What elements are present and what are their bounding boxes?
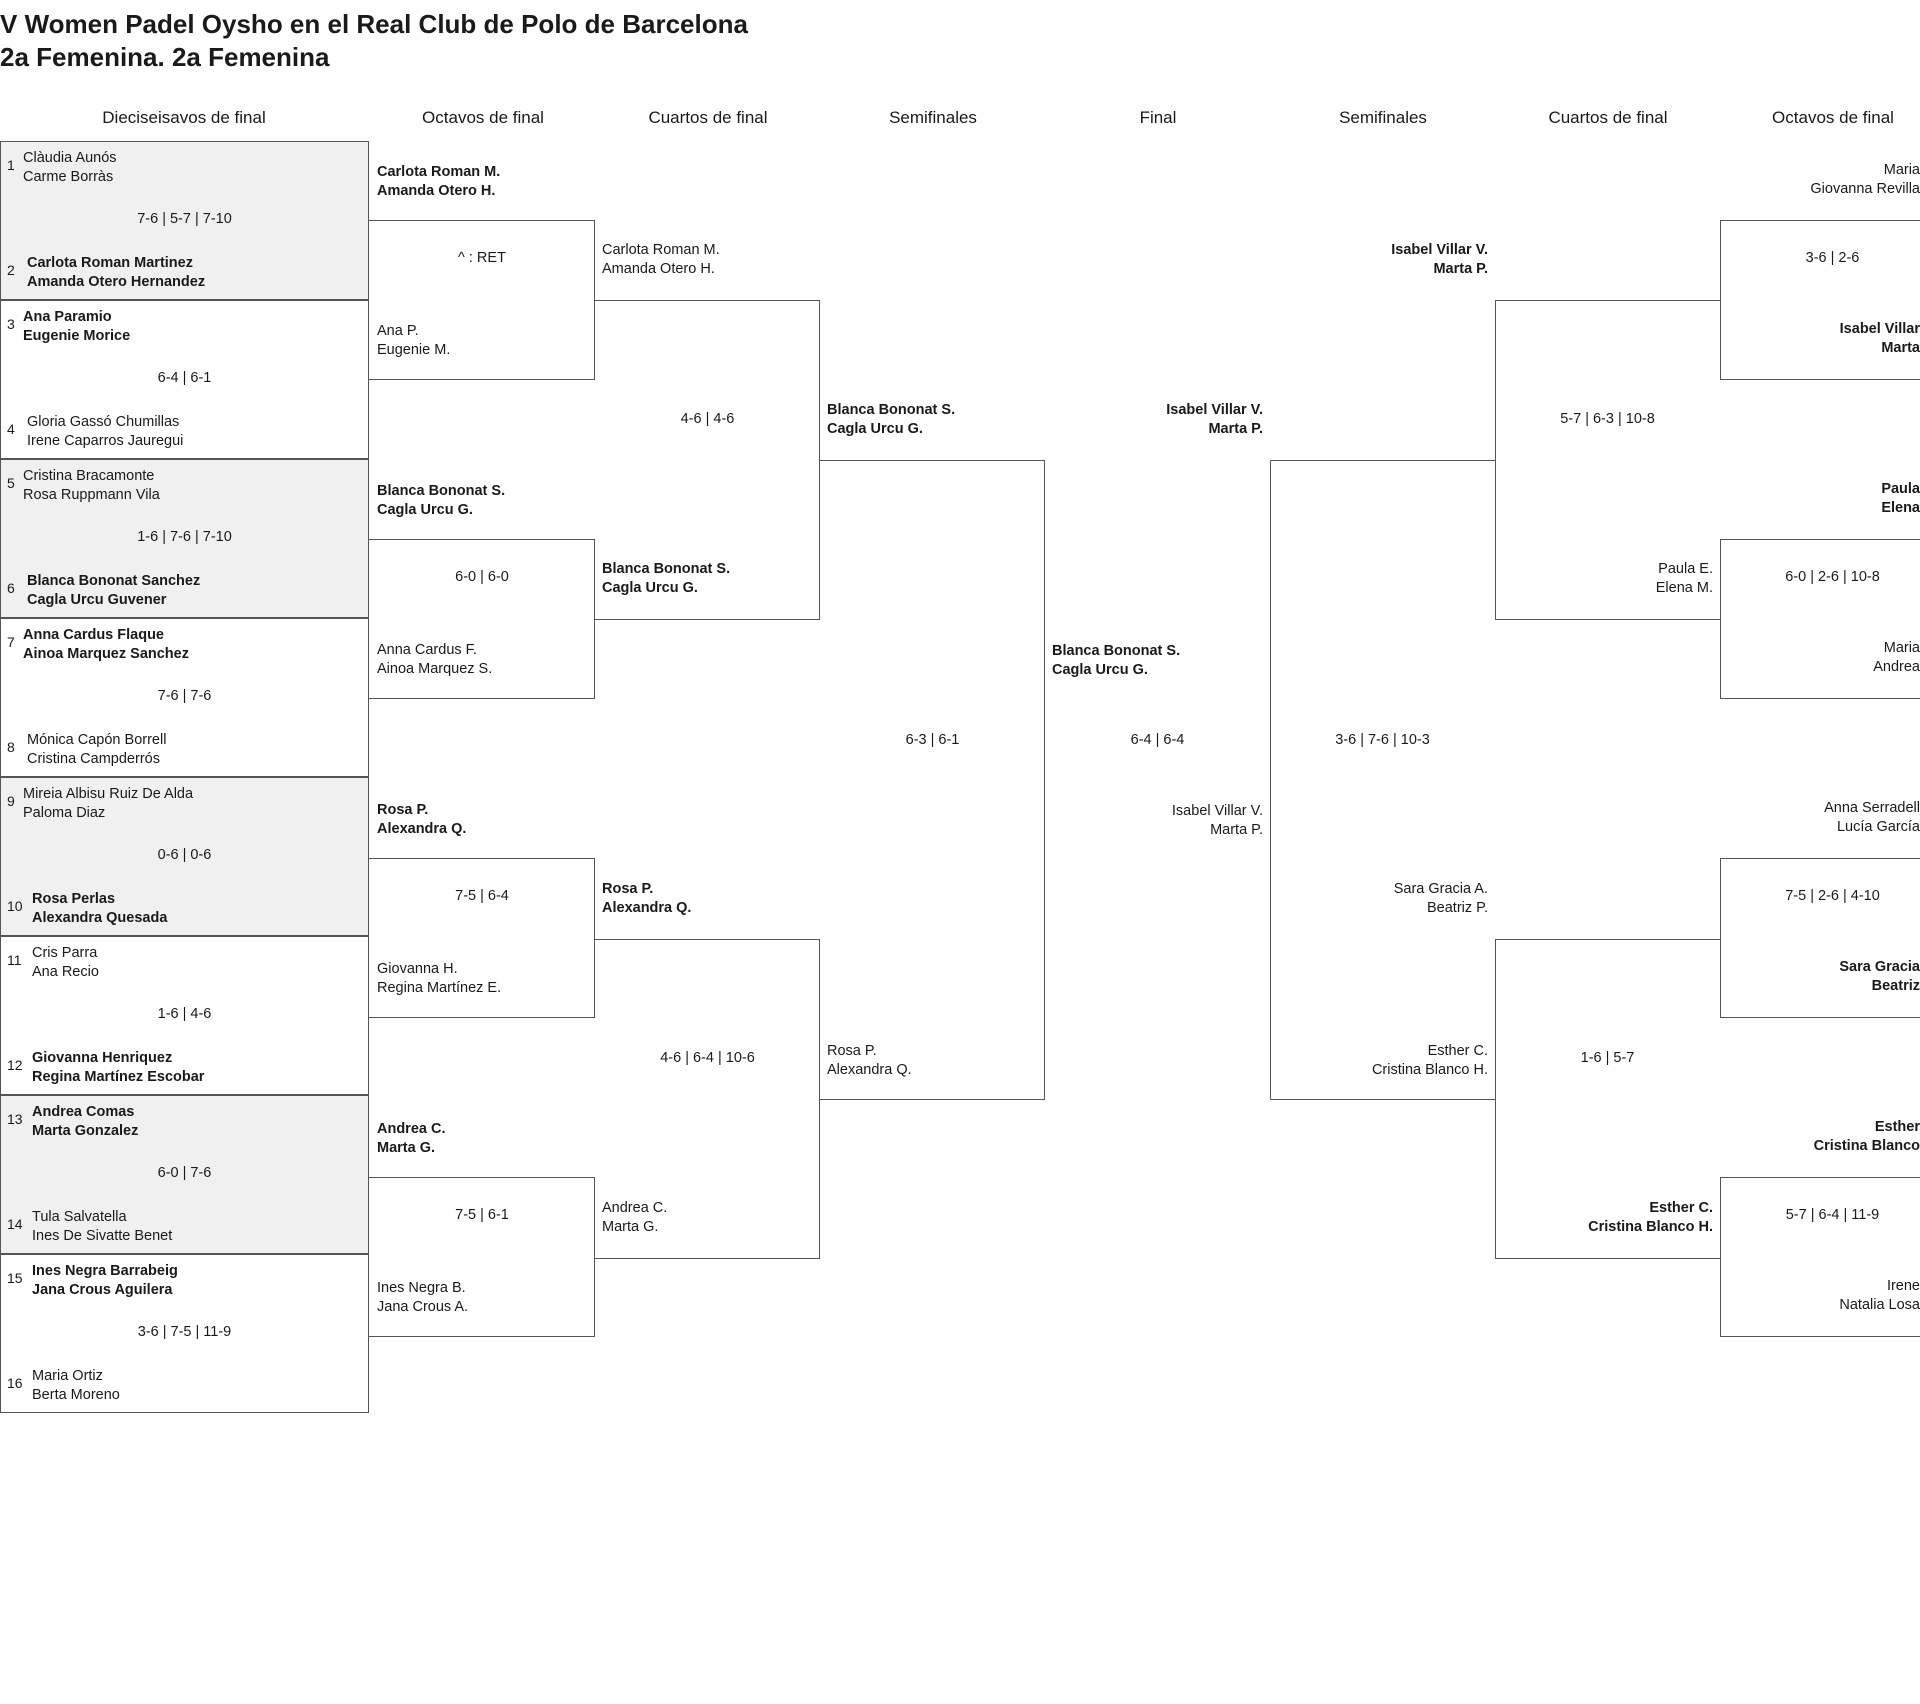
r16-left-2-team-a-player-2: Cagla Urcu G.: [377, 502, 473, 518]
qf-left-2-team-a-player-2: Alexandra Q.: [602, 900, 692, 916]
r32-4-team-b-player-2: Cristina Campderrós: [27, 751, 160, 767]
match-score: 7-5 | 6-4: [455, 888, 509, 904]
qf-left-2-team-a-player-1: Rosa P.: [602, 881, 654, 897]
round-header-4: Final: [1139, 108, 1177, 127]
match-score: 6-0 | 6-0: [455, 569, 509, 585]
seed-number: 8: [7, 739, 15, 755]
page-title: V Women Padel Oysho en el Real Club de Polo de Barcelona: [0, 9, 748, 39]
r16-left-4-team-a-player-2: Marta G.: [377, 1140, 436, 1156]
r16-right-2-team-a-player-1: Paula: [1881, 481, 1920, 497]
match-score: 1-6 | 4-6: [157, 1006, 212, 1022]
seed-number: 6: [7, 580, 15, 596]
r16-left-2-team-b-player-2: Ainoa Marquez S.: [377, 661, 493, 677]
match-score: 5-7 | 6-3 | 10-8: [1560, 411, 1655, 427]
match-score: 3-6 | 7-5 | 11-9: [137, 1324, 232, 1340]
sf-right-team-a-player-1: Isabel Villar V.: [1166, 402, 1263, 418]
match-score: 6-0 | 2-6 | 10-8: [1785, 569, 1880, 585]
qf-right-1-team-b-player-1: Paula E.: [1658, 561, 1713, 577]
qf-right-2-team-a-player-1: Sara Gracia A.: [1393, 881, 1488, 897]
seed-number: 7: [7, 634, 15, 650]
match-score: 7-6 | 5-7 | 7-10: [137, 211, 232, 227]
r32-5-team-a-player-2: Paloma Diaz: [23, 805, 106, 821]
r16-left-3-team-b-player-2: Regina Martínez E.: [377, 980, 502, 996]
r16-left-4-team-b-player-2: Jana Crous A.: [377, 1299, 469, 1315]
r16-right-4-team-b-player-2: Natalia Losa: [1839, 1297, 1920, 1313]
seed-number: 14: [7, 1216, 23, 1232]
final-team-a-player-1: Blanca Bononat S.: [1052, 643, 1181, 659]
r32-3-team-b-player-1: Blanca Bononat Sanchez: [27, 573, 201, 589]
match-score: 3-6 | 7-6 | 10-3: [1335, 732, 1430, 748]
r16-right-3-team-b-player-2: Beatriz: [1871, 978, 1920, 994]
match-score: 0-6 | 0-6: [157, 847, 212, 863]
match-score: 1-6 | 5-7: [1580, 1050, 1635, 1066]
seed-number: 11: [7, 952, 22, 968]
round-header-3: Semifinales: [889, 108, 977, 127]
seed-number: 16: [7, 1375, 23, 1391]
match-score: 6-3 | 6-1: [905, 732, 960, 748]
r32-2-team-b-player-2: Irene Caparros Jauregui: [27, 433, 184, 449]
sf-right-team-a-player-2: Marta P.: [1208, 421, 1263, 437]
match-score: 6-0 | 7-6: [157, 1165, 212, 1181]
r16-right-3-team-a-player-2: Lucía García: [1836, 819, 1920, 835]
match-score: 3-6 | 2-6: [1805, 250, 1860, 266]
r16-left-2-team-b-player-1: Anna Cardus F.: [377, 642, 477, 658]
final-team-a-player-2: Cagla Urcu G.: [1052, 662, 1148, 678]
sf-left-team-a-player-1: Blanca Bononat S.: [827, 402, 956, 418]
r32-1-team-b-player-2: Amanda Otero Hernandez: [27, 274, 206, 290]
r32-1-team-a-player-1: Clàudia Aunós: [23, 150, 117, 166]
round-header-5: Semifinales: [1339, 108, 1427, 127]
qf-left-2-team-b-player-1: Andrea C.: [602, 1200, 668, 1216]
match-score: ^ : RET: [458, 250, 506, 266]
round-header-6: Cuartos de final: [1548, 108, 1668, 127]
match-score: 7-5 | 6-1: [455, 1207, 509, 1223]
match-score: 1-6 | 7-6 | 7-10: [137, 529, 232, 545]
r16-right-3-team-a-player-1: Anna Serradell: [1824, 800, 1920, 816]
r32-5-team-b-player-2: Alexandra Quesada: [32, 910, 168, 926]
seed-number: 9: [7, 793, 15, 809]
qf-right-2-team-b-player-1: Esther C.: [1649, 1200, 1713, 1216]
r16-right-1-team-b-player-2: Marta: [1881, 340, 1920, 356]
final-team-b-player-1: Isabel Villar V.: [1171, 803, 1263, 819]
round-header-0: Dieciseisavos de final: [102, 108, 266, 127]
r32-7-team-b-player-1: Tula Salvatella: [32, 1209, 127, 1225]
r32-7-team-b-player-2: Ines De Sivatte Benet: [32, 1228, 173, 1244]
r32-1-team-b-player-1: Carlota Roman Martinez: [27, 255, 193, 271]
r32-2-team-a-player-1: Ana Paramio: [23, 309, 112, 325]
match-score: 6-4 | 6-1: [157, 370, 212, 386]
r16-left-3-team-b-player-1: Giovanna H.: [377, 961, 458, 977]
r16-right-1-team-a-player-2: Giovanna Revilla: [1810, 181, 1920, 197]
seed-number: 4: [7, 421, 15, 437]
page-subtitle: 2a Femenina. 2a Femenina: [0, 42, 330, 72]
r16-right-4-team-a-player-1: Esther: [1874, 1119, 1920, 1135]
round-header-2: Cuartos de final: [648, 108, 768, 127]
r32-6-team-b-player-2: Regina Martínez Escobar: [32, 1069, 205, 1085]
r16-right-3-team-b-player-1: Sara Gracia: [1839, 959, 1920, 975]
seed-number: 3: [7, 316, 15, 332]
r32-2-team-a-player-2: Eugenie Morice: [23, 328, 131, 344]
r16-left-1-team-b-player-1: Ana P.: [377, 323, 419, 339]
final-score: 6-4 | 6-4: [1130, 732, 1185, 748]
bracket-connector: [1270, 460, 1495, 1100]
r32-8-team-b-player-1: Maria Ortiz: [32, 1368, 103, 1384]
seed-number: 2: [7, 262, 15, 278]
r32-5-team-b-player-1: Rosa Perlas: [32, 891, 116, 907]
r32-5-team-a-player-1: Mireia Albisu Ruiz De Alda: [23, 786, 194, 802]
seed-number: 1: [7, 157, 15, 173]
qf-left-1-team-a-player-1: Carlota Roman M.: [602, 242, 720, 258]
r32-2-team-b-player-1: Gloria Gassó Chumillas: [27, 414, 180, 430]
r16-left-3-team-a-player-2: Alexandra Q.: [377, 821, 467, 837]
r32-1-team-a-player-2: Carme Borràs: [23, 169, 114, 185]
seed-number: 10: [7, 898, 23, 914]
qf-right-1-team-a-player-1: Isabel Villar V.: [1391, 242, 1488, 258]
match-score: 5-7 | 6-4 | 11-9: [1785, 1207, 1880, 1223]
sf-left-team-a-player-2: Cagla Urcu G.: [827, 421, 923, 437]
qf-left-1-team-b-player-1: Blanca Bononat S.: [602, 561, 731, 577]
sf-left-team-b-player-1: Rosa P.: [827, 1043, 877, 1059]
r32-4-team-a-player-2: Ainoa Marquez Sanchez: [23, 646, 189, 662]
r16-right-4-team-b-player-1: Irene: [1886, 1278, 1920, 1294]
r16-right-1-team-b-player-1: Isabel Villar: [1839, 321, 1920, 337]
r32-7-team-a-player-2: Marta Gonzalez: [32, 1123, 139, 1139]
qf-right-1-team-b-player-2: Elena M.: [1655, 580, 1713, 596]
r16-right-1-team-a-player-1: Maria: [1883, 162, 1920, 178]
r16-right-2-team-a-player-2: Elena: [1881, 500, 1920, 516]
r16-left-3-team-a-player-1: Rosa P.: [377, 802, 429, 818]
qf-left-1-team-a-player-2: Amanda Otero H.: [602, 261, 715, 277]
seed-number: 13: [7, 1111, 23, 1127]
r16-left-1-team-a-player-1: Carlota Roman M.: [377, 164, 501, 180]
r32-8-team-a-player-1: Ines Negra Barrabeig: [32, 1263, 178, 1279]
r16-right-2-team-b-player-2: Andrea: [1873, 659, 1920, 675]
final-team-b-player-2: Marta P.: [1210, 822, 1263, 838]
sf-right-team-b-player-2: Cristina Blanco H.: [1371, 1062, 1488, 1078]
match-score: 4-6 | 4-6: [680, 411, 735, 427]
match-score: 7-5 | 2-6 | 4-10: [1785, 888, 1880, 904]
seed-number: 5: [7, 475, 15, 491]
sf-right-team-b-player-1: Esther C.: [1427, 1043, 1488, 1059]
r32-4-team-a-player-1: Anna Cardus Flaque: [23, 627, 164, 643]
r32-8-team-b-player-2: Berta Moreno: [32, 1387, 120, 1403]
r16-right-4-team-a-player-2: Cristina Blanco: [1813, 1138, 1920, 1154]
r32-6-team-b-player-1: Giovanna Henriquez: [32, 1050, 173, 1066]
r32-4-team-b-player-1: Mónica Capón Borrell: [27, 732, 167, 748]
r32-6-team-a-player-2: Ana Recio: [32, 964, 99, 980]
sf-left-team-b-player-2: Alexandra Q.: [827, 1062, 912, 1078]
r32-3-team-b-player-2: Cagla Urcu Guvener: [27, 592, 167, 608]
r32-6-team-a-player-1: Cris Parra: [32, 945, 98, 961]
r16-left-4-team-b-player-1: Ines Negra B.: [377, 1280, 466, 1296]
r32-8-team-a-player-2: Jana Crous Aguilera: [32, 1282, 173, 1298]
match-score: 7-6 | 7-6: [157, 688, 212, 704]
r16-right-2-team-b-player-1: Maria: [1883, 640, 1920, 656]
seed-number: 15: [7, 1270, 23, 1286]
r16-left-4-team-a-player-1: Andrea C.: [377, 1121, 446, 1137]
r32-3-team-a-player-1: Cristina Bracamonte: [23, 468, 155, 484]
qf-right-1-team-a-player-2: Marta P.: [1433, 261, 1488, 277]
r16-left-1-team-b-player-2: Eugenie M.: [377, 342, 451, 358]
r16-left-1-team-a-player-2: Amanda Otero H.: [377, 183, 496, 199]
r32-3-team-a-player-2: Rosa Ruppmann Vila: [23, 487, 160, 503]
round-header-1: Octavos de final: [422, 108, 544, 127]
seed-number: 12: [7, 1057, 23, 1073]
bracket-connector: [820, 460, 1045, 1100]
r32-7-team-a-player-1: Andrea Comas: [32, 1104, 135, 1120]
qf-left-1-team-b-player-2: Cagla Urcu G.: [602, 580, 698, 596]
qf-right-2-team-b-player-2: Cristina Blanco H.: [1588, 1219, 1713, 1235]
qf-left-2-team-b-player-2: Marta G.: [602, 1219, 659, 1235]
match-score: 4-6 | 6-4 | 10-6: [660, 1050, 755, 1066]
r16-left-2-team-a-player-1: Blanca Bononat S.: [377, 483, 506, 499]
qf-right-2-team-a-player-2: Beatriz P.: [1427, 900, 1488, 916]
round-header-7: Octavos de final: [1772, 108, 1894, 127]
